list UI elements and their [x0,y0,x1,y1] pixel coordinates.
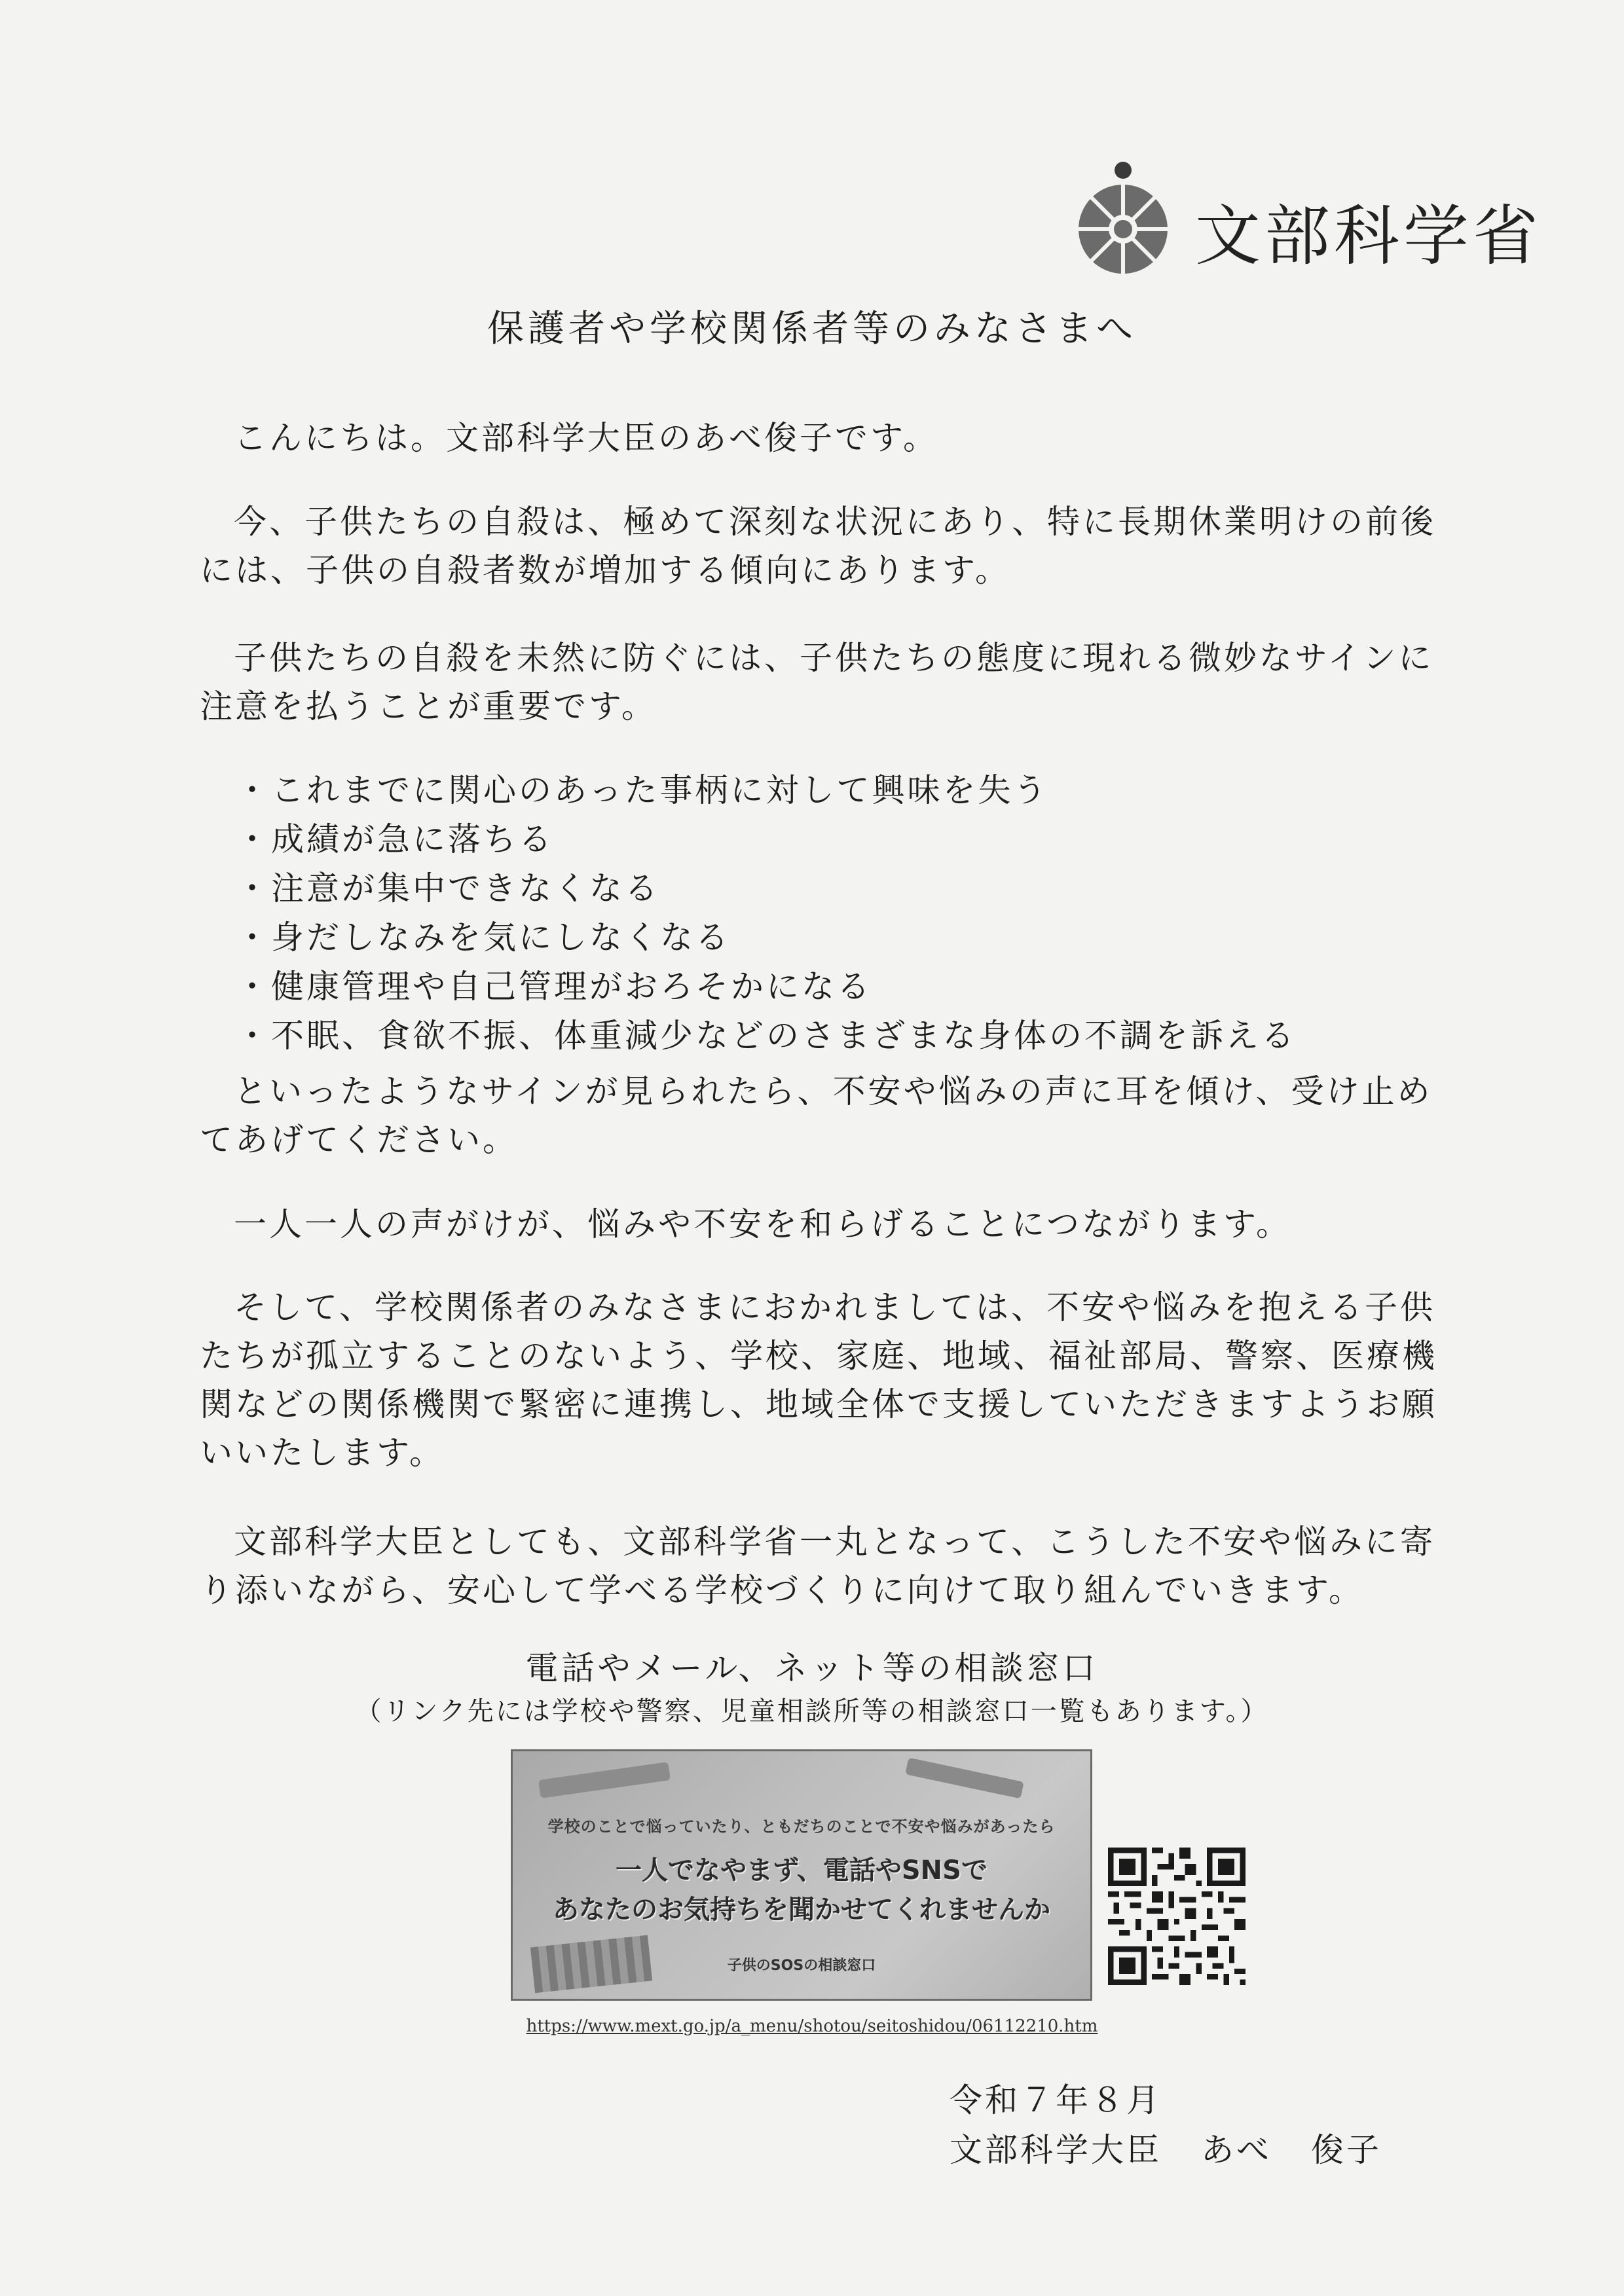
mext-emblem-icon [1074,157,1192,282]
list-item: ・成績が急に落ちる [236,820,554,858]
banner-caption: 学校のことで悩っていたり、ともだちのことで不安や悩みがあったら [547,1817,1056,1836]
consultation-note: （リンク先には学校や警察、児童相談所等の相談窓口一覧もあります。） [355,1696,1269,1726]
list-item: ・健康管理や自己管理がおろそかになる [236,968,872,1006]
pen-decoration [905,1758,1024,1799]
consultation-title: 電話やメール、ネット等の相談窓口 [525,1649,1099,1687]
list-item: ・身だしなみを気にしなくなる [236,919,731,957]
paragraph-3: 一人一人の声がけが、悩みや不安を和らげることにつながります。 [234,1205,1291,1243]
qr-code-icon[interactable] [1108,1848,1246,1985]
letter-date: 令和７年８月 [950,2081,1162,2119]
banner-headline-1: 一人でなやまず、電話やSNSで [616,1855,987,1886]
mext-logo [1074,157,1542,282]
list-item: ・注意が集中できなくなる [236,869,660,907]
list-item: ・これまでに関心のあった事柄に対して興味を失う [236,771,1049,809]
paragraph-1: 今、子供たちの自殺は、極めて深刻な状況にあり、特に長期休業明けの前後には、子供の自殺者数が増加する傾向にあります。 [200,503,1436,589]
paragraph-2: 子供たちの自殺を未然に防ぐには、子供たちの態度に現れる微妙なサインに注意を払うことが重要です。 [200,639,1434,725]
greeting-paragraph: こんにちは。文部科学大臣のあべ俊子です。 [234,419,938,457]
logo-text: 文部科学省 [1195,198,1542,274]
consultation-link[interactable]: https://www.mext.go.jp/a_menu/shotou/seitoshidou/06112210.htm [526,2016,1098,2036]
signatory-family-name: あべ [1201,2131,1272,2169]
pencil-decoration [538,1762,671,1798]
after-list-paragraph: といったようなサインが見られたら、不安や悩みの声に耳を傾け、受け止めてあげてください。 [200,1072,1433,1159]
paragraph-4: そして、学校関係者のみなさまにおかれましては、不安や悩みを抱える子供たちが孤立することのないよう、学校、家庭、地域、福祉部局、警察、医療機関などの関係機関で緊密に連携し、地域全体で支援していただきますようお願いいたします。 [200,1288,1437,1472]
signatory-given-name: 俊子 [1311,2131,1382,2169]
banner-footer: 子供のSOSの相談窓口 [727,1958,876,1974]
banner-headline-2: あなたのお気持ちを聞かせてくれませんか [553,1895,1050,1925]
signature [950,2124,1382,2171]
letter-title: 保護者や学校関係者等のみなさまへ [487,308,1137,350]
list-item: ・不眠、食欲不振、体重減少などのさまざまな身体の不調を訴える [236,1017,1297,1055]
signs-list [236,766,1454,1061]
signatory-title: 文部科学大臣 [950,2131,1162,2169]
paragraph-5: 文部科学大臣としても、文部科学省一丸となって、こうした不安や悩みに寄り添いながら、安心して学べる学校づくりに向けて取り組んでいきます。 [200,1523,1435,1609]
sos-consultation-banner[interactable] [511,1749,1092,2001]
